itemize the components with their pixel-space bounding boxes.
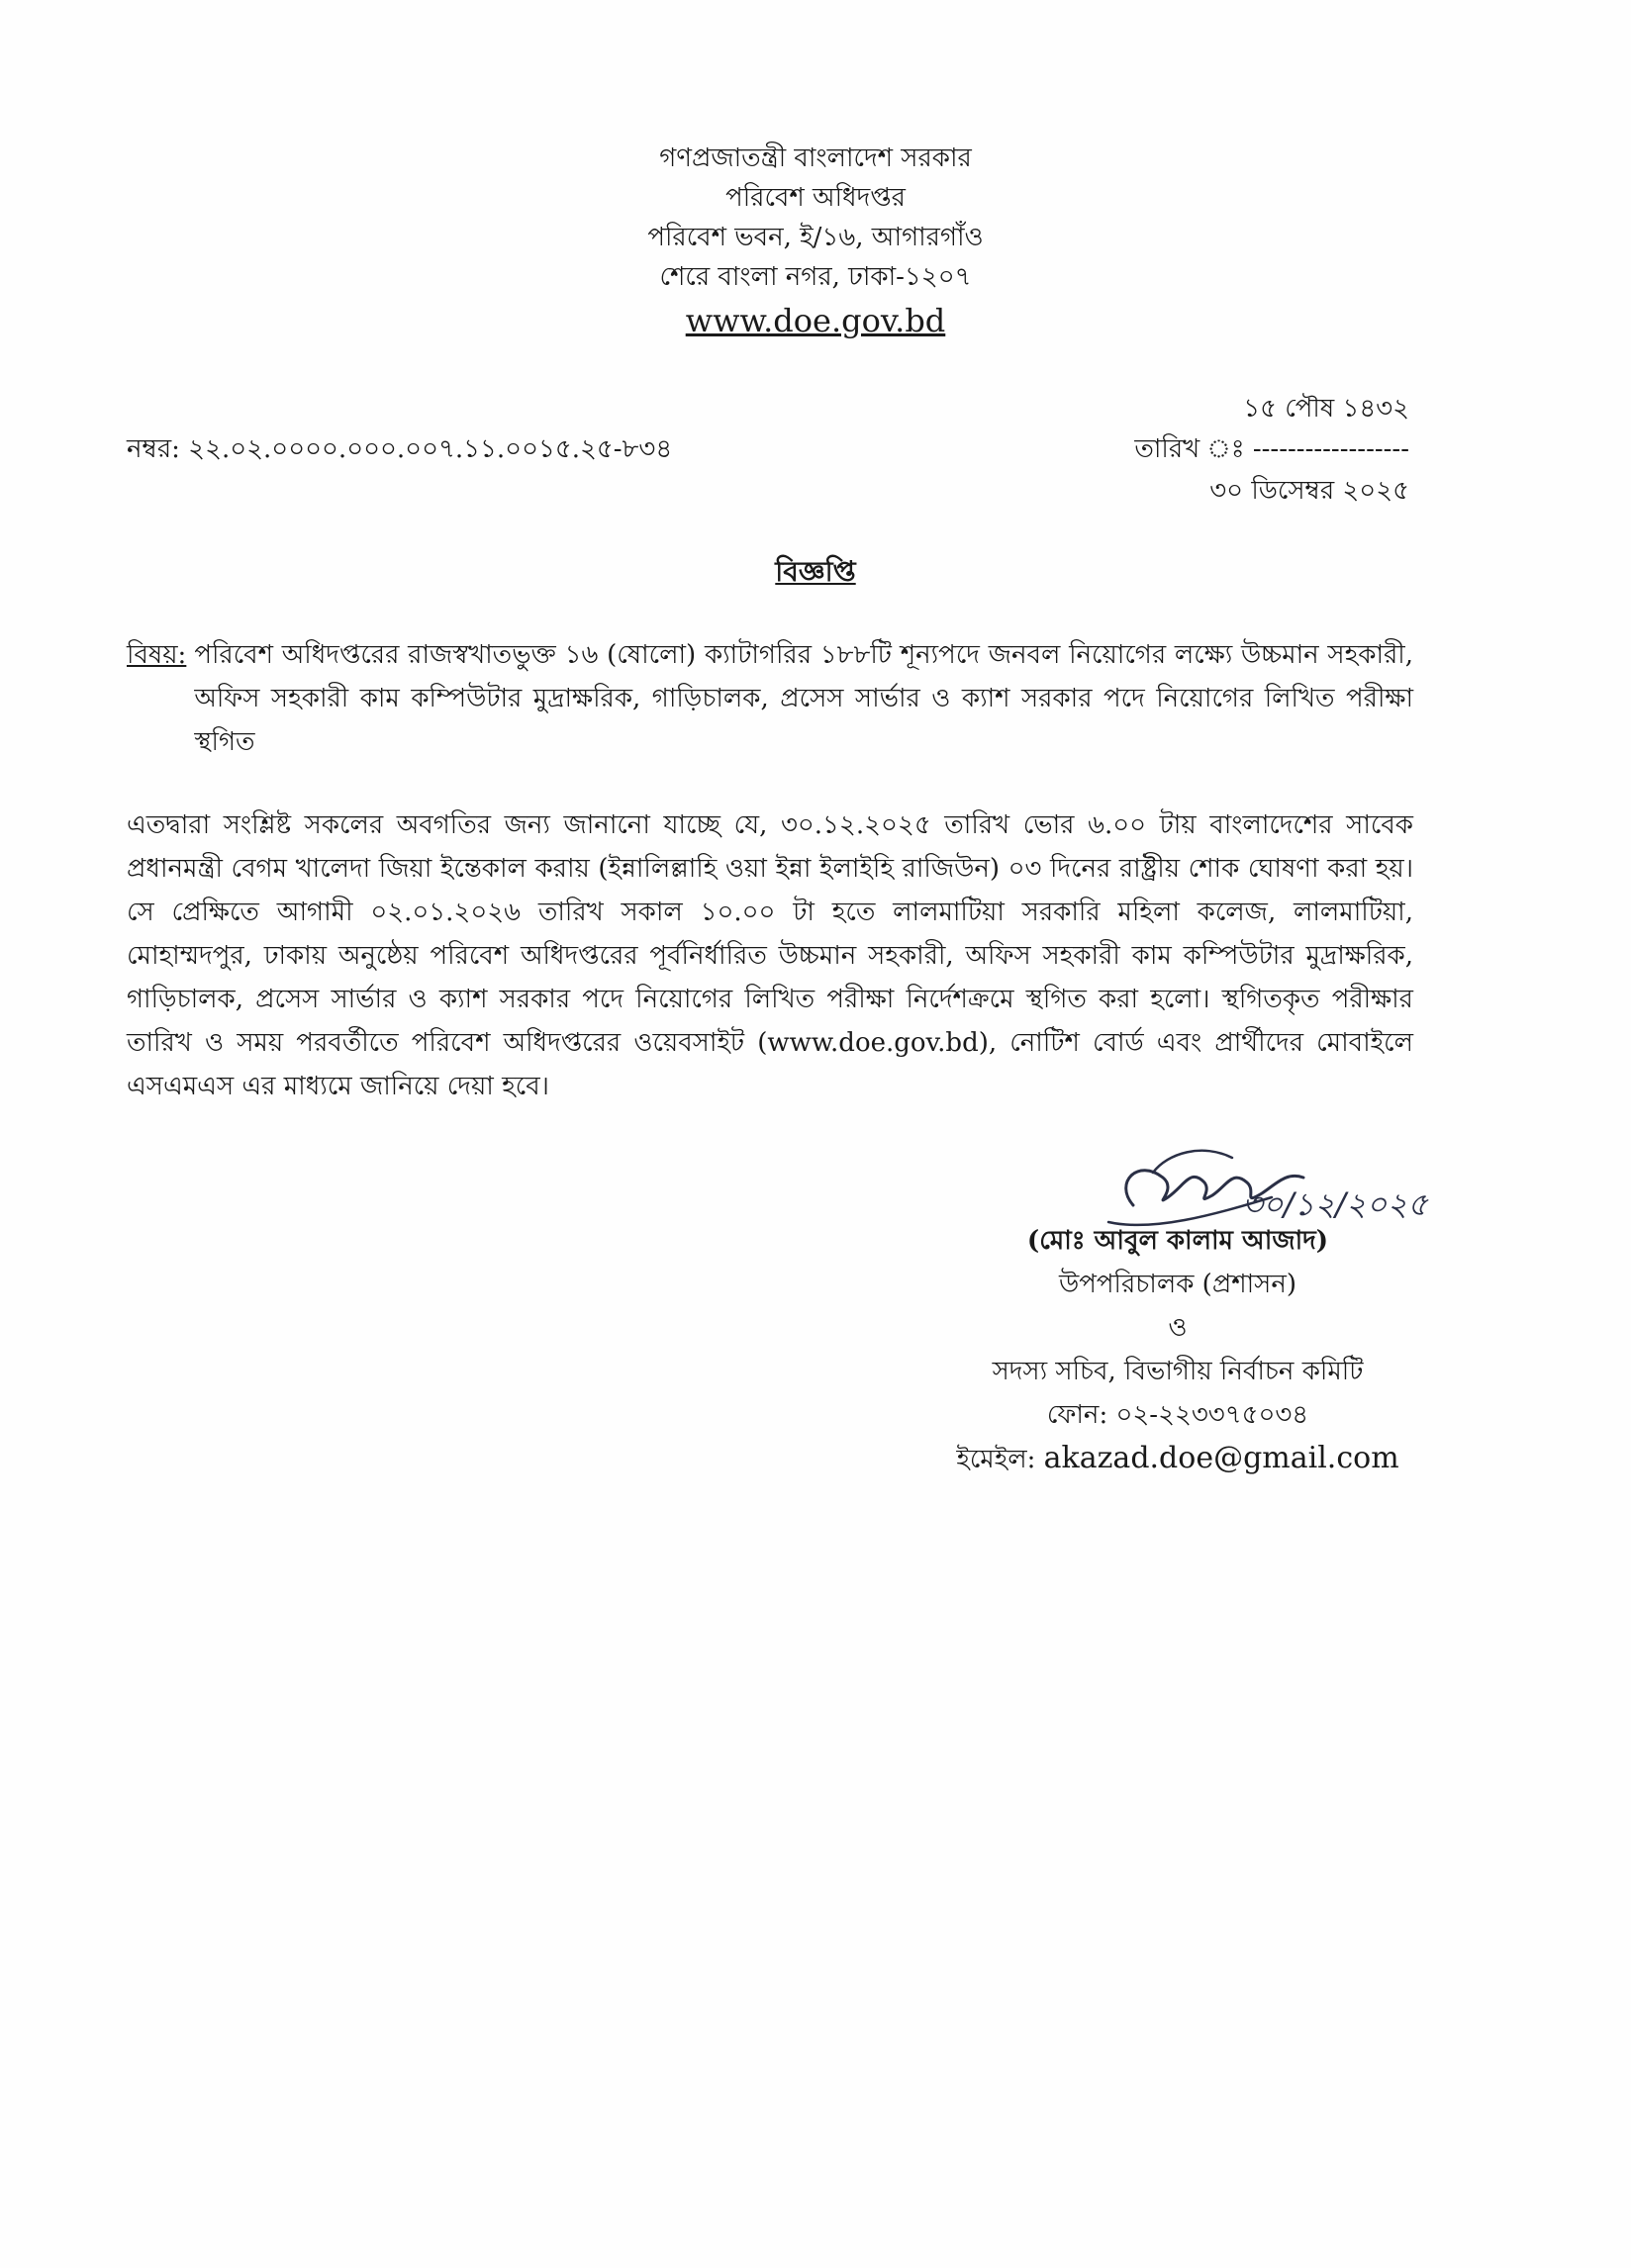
date-label: তারিখ ঃ ------------------ — [1134, 434, 1409, 464]
signatory-name: (মোঃ আবুল কালাম আজাদ) — [1026, 1226, 1329, 1256]
signatory-email-line — [861, 1437, 1494, 1481]
signatory-conjunction: ও — [1168, 1313, 1188, 1343]
memo-number: নম্বর: ২২.০২.০০০০.০০০.০০৭.১১.০০১৫.২৫-৮৩৪ — [127, 434, 673, 464]
subject-label: বিষয়: — [127, 640, 187, 670]
notice-body: এতদ্বারা সংশ্লিষ্ট সকলের অবগতির জন্য জানানো যাচ্ছে যে, ৩০.১২.২০২৫ তারিখ ভোর ৬.০০ টায় বাংলাদেশের সাবেক প্রধানমন্ত্রী বেগম খালেদা জিয়া ইন্তেকাল করায় (ইন্নালিল্লাহি ওয়া ইন্না ইলাইহি রাজিউন) ০৩ দিনের রাষ্ট্রীয় শোক ঘোষণা করা হয়। সে প্রেক্ষিতে আগামী ০২.০১.২০২৬ তারিখ সকাল ১০.০০ টা হতে লালমাটিয়া সরকারি মহিলা কলেজ, লালমাটিয়া, মোহাম্মদপুর, ঢাকায় অনুষ্ঠেয় পরিবেশ অধিদপ্তরের পূর্বনির্ধারিত উচ্চমান সহকারী, অফিস সহকারী কাম কম্পিউটার মুদ্রাক্ষরিক, গাড়িচালক, প্রসেস সার্ভার ও ক্যাশ সরকার পদে নিয়োগের লিখিত পরীক্ষা নির্দেশক্রমে স্থগিত করা হলো। স্থগিতকৃত পরীক্ষার তারিখ ও সময় পরবর্তীতে পরিবেশ অধিদপ্তরের ওয়েবসাইট (www.doe.gov.bd), নোটিশ বোর্ড এবং প্রার্থীদের মোবাইলে এসএমএস এর মাধ্যমে জানিয়ে দেয়া হবে। — [127, 810, 1413, 1101]
signatory-designation: উপপরিচালক (প্রশাসন) — [1058, 1270, 1296, 1299]
signatory-phone: ফোন: ০২-২২৩৩৭৫০৩৪ — [1046, 1400, 1309, 1430]
notice-title: বিজ্ঞপ্তি — [775, 555, 856, 588]
subject-text: পরিবেশ অধিদপ্তরের রাজস্বখাতভুক্ত ১৬ (ষোলো) ক্যাটাগরির ১৮৮টি শূন্যপদে জনবল নিয়োগের লক্ষ্যে উচ্চমান সহকারী, অফিস সহকারী কাম কম্পিউটার মুদ্রাক্ষরিক, গাড়িচালক, প্রসেস সার্ভার ও ক্যাশ সরকার পদে নিয়োগের লিখিত পরীক্ষা স্থগিত — [194, 640, 1413, 757]
header-address-1: পরিবেশ ভবন, ই/১৬, আগারগাঁও — [647, 223, 984, 252]
signature-block — [861, 1219, 1494, 1481]
email-link[interactable]: akazad.doe@gmail.com — [1043, 1441, 1399, 1475]
signature-date: ৩০/১২/২০২৫ — [1242, 1185, 1428, 1223]
header-address-2: শেরে বাংলা নগর, ঢাকা-১২০৭ — [659, 262, 972, 292]
email-label: ইমেইল: — [956, 1445, 1036, 1474]
letterhead — [420, 139, 1211, 344]
header-website-link[interactable]: www.doe.gov.bd — [685, 302, 946, 339]
header-government: গণপ্রজাতন্ত্রী বাংলাদেশ সরকার — [659, 143, 972, 173]
signatory-role: সদস্য সচিব, বিভাগীয় নির্বাচন কমিটি — [992, 1357, 1364, 1386]
subject-block — [127, 633, 1413, 764]
date-english: ৩০ ডিসেম্বর ২০২৫ — [1209, 476, 1409, 506]
date-bangla: ১৫ পৌষ ১৪৩২ — [1243, 394, 1409, 424]
header-department: পরিবেশ অধিদপ্তর — [725, 183, 906, 213]
